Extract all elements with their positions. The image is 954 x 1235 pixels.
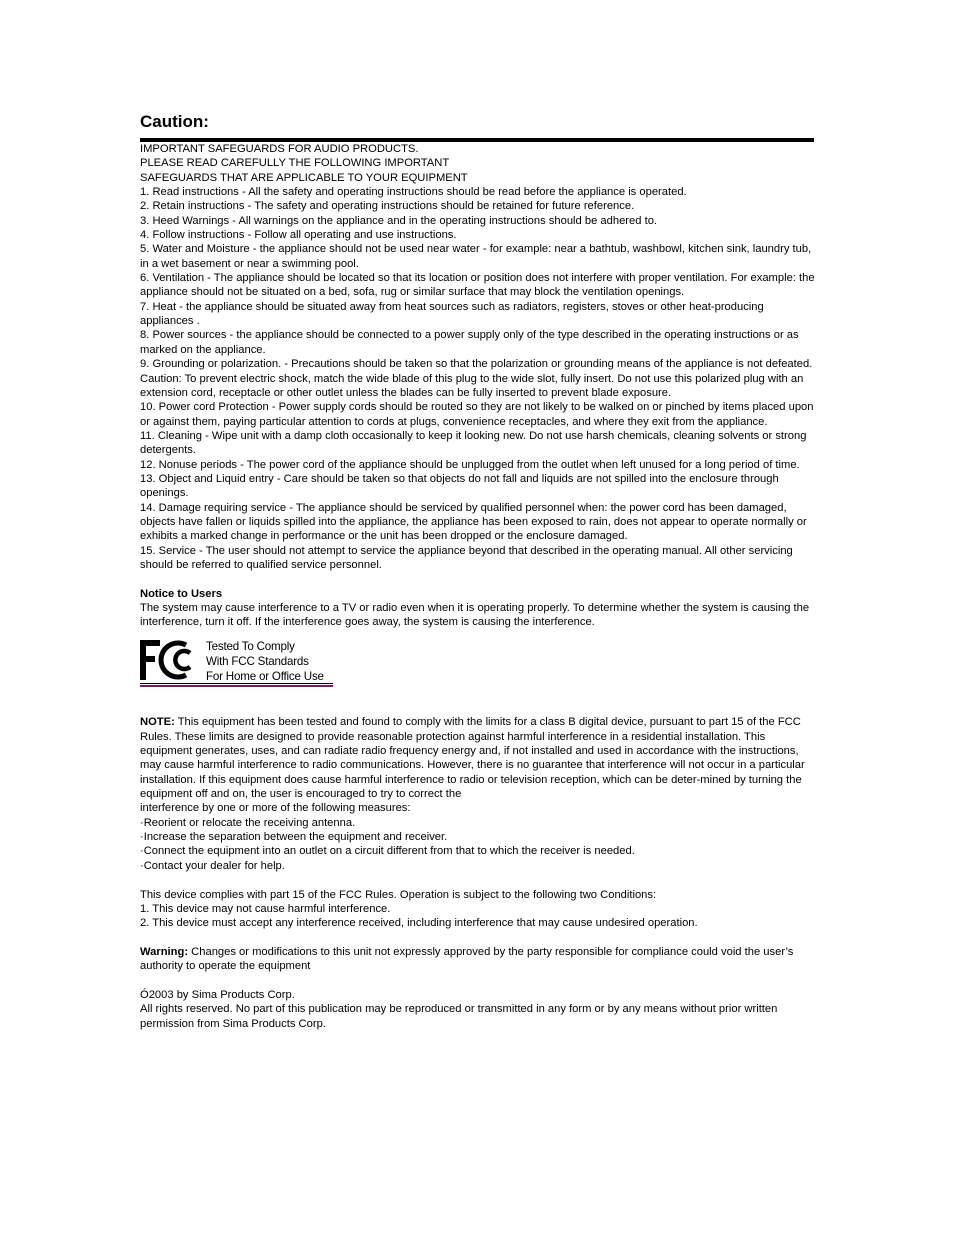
fcc-mark-icon [140,640,200,680]
copyright-rights: All rights reserved. No part of this publication may be reproduced or transmitted in any form or by any means without prior written permission from Sima Products Corp. [140,1003,778,1030]
fcc-logo-line: For Home or Office Use [206,669,324,683]
warning-paragraph [140,945,816,974]
page-title: Caution: [140,112,209,131]
compliance-condition: 1. This device may not cause harmful interference. [140,902,391,915]
measure-item: ·Reorient or relocate the receiving antenna. [140,816,356,829]
note-paragraph [140,715,816,801]
safeguard-item: 3. Heed Warnings - All warnings on the appliance and in the operating instructions should be adhered to. [140,214,658,227]
safeguard-item: 11. Cleaning - Wipe unit with a damp cloth occasionally to keep it looking new. Do not use harsh chemicals, cleaning solvents or strong detergents. [140,429,807,457]
compliance-intro: This device complies with part 15 of the FCC Rules. Operation is subject to the following two Conditions: [140,888,657,901]
warning-section [140,945,816,974]
spacer [140,687,816,701]
measure-item: ·Connect the equipment into an outlet on a circuit different from that to which the receiver is needed. [140,845,635,858]
note-text: This equipment has been tested and found to comply with the limits for a class B digital device, pursuant to part 15 of the FCC Rules. These limits are designed to provide reasonable protection against harmful interference in a residential installation. This equipment generates, uses, and can radiate radio frequency energy and, if not installed and used in accordance with the instructions, may cause harmful interference to radio communications. However, there is no guarantee that interference will not occur in a particular installation. If this equipment does cause harmful interference to radio or television reception, which can be deter-mined by turning the equipment off and on, the user is encouraged to try to correct the [140,716,805,801]
safeguards-header [140,142,816,185]
safeguard-item: 7. Heat - the appliance should be situated away from heat sources such as radiators, registers, stoves or other heat-producing appliances . [140,300,764,328]
compliance-condition: 2. This device must accept any interference received, including interference that may cause undesired operation. [140,917,698,930]
fcc-logo-line: With FCC Standards [206,654,309,668]
spacer [140,873,816,887]
safeguard-item: 4. Follow instructions - Follow all operating and use instructions. [140,229,457,242]
safeguard-item: 14. Damage requiring service - The appliance should be serviced by qualified personnel when: the power cord has been damaged, objects have fallen or liquids spilled into the appliance, the appliance has been exposed to rain, does not appear to operate normally or exhibits a marked change in performance or the unit has been dropped or the enclosure damaged. [140,501,807,543]
safeguard-item: 10. Power cord Protection - Power supply cords should be routed so they are not likely to be walked on or pinched by items placed upon or against them, paying particular attention to cords at plugs, convenience receptacles, and where they exit from the appliance. [140,401,814,428]
note-label: NOTE: [140,716,175,729]
fcc-underline [140,683,333,684]
safeguard-item: 6. Ventilation - The appliance should be located so that its location or position does not interfere with proper ventilation. For example: the appliance should not be situated on a bed, sofa, rug or similar surface that may block the ventilation openings. [140,272,815,299]
safeguard-item: 9. Grounding or polarization. - Precautions should be taken so that the polarization or grounding means of the appliance is not defeated. [140,358,813,371]
warning-label: Warning: [140,945,189,958]
note-section [140,715,816,873]
copyright-section [140,988,816,1031]
note-continued: interference by one or more of the following measures: [140,802,411,815]
fcc-logo-text [206,639,333,684]
measure-item: ·Increase the separation between the equipment and receiver. [140,831,448,844]
spacer [140,701,816,715]
compliance-section [140,888,816,931]
safeguard-item: 13. Object and Liquid entry - Care should be taken so that objects do not fall and liquids are not spilled into the enclosure through openings. [140,472,779,500]
safeguard-item: 15. Service - The user should not attempt to service the appliance beyond that described in the operating manual. All other servicing should be referred to qualified service personnel. [140,544,793,571]
fcc-logo-line: Tested To Comply [206,639,295,653]
notice-heading: Notice to Users [140,587,223,600]
header-line: SAFEGUARDS THAT ARE APPLICABLE TO YOUR EQUIPMENT [140,171,468,184]
spacer [140,572,816,586]
safeguard-item: 2. Retain instructions - The safety and operating instructions should be retained for future reference. [140,200,635,213]
fcc-logo [140,638,334,687]
header-line: IMPORTANT SAFEGUARDS FOR AUDIO PRODUCTS. [140,143,419,155]
spacer [140,931,816,945]
warning-text: Changes or modifications to this unit not expressly approved by the party responsible for compliance could void the user’s authority to operate the equipment [140,945,794,973]
safeguard-item: Caution: To prevent electric shock, match the wide blade of this plug to the wide slot, fully insert. Do not use this polarized plug with an extension cord, receptacle or other outlet unless the blades can be fully inserted to prevent blade exposure. [140,372,804,399]
document-body [140,142,816,1031]
header-line: PLEASE READ CAREFULLY THE FOLLOWING IMPORTANT [140,157,450,170]
notice-section [140,587,816,630]
notice-text: The system may cause interference to a TV or radio even when it is operating properly. To determine whether the system is causing the interference, turn it off. If the interference goes away, the system is causing the interference. [140,602,810,629]
safeguard-item: 5. Water and Moisture - the appliance should not be used near water - for example: near a bathtub, washbowl, kitchen sink, laundry tub, in a wet basement or near a swimming pool. [140,243,812,270]
safeguard-item: 1. Read instructions - All the safety and operating instructions should be read before the appliance is operated. [140,186,687,199]
safeguards-list [140,185,816,572]
safeguard-item: 8. Power sources - the appliance should be connected to a power supply only of the type described in the operating instructions or as marked on the appliance. [140,329,799,356]
spacer [140,974,816,988]
fcc-accent-underline [140,685,333,687]
safeguard-item: 12. Nonuse periods - The power cord of the appliance should be unplugged from the outlet when left unused for a long period of time. [140,458,800,471]
copyright-line: Ó2003 by Sima Products Corp. [140,988,295,1001]
measure-item: ·Contact your dealer for help. [140,859,285,872]
